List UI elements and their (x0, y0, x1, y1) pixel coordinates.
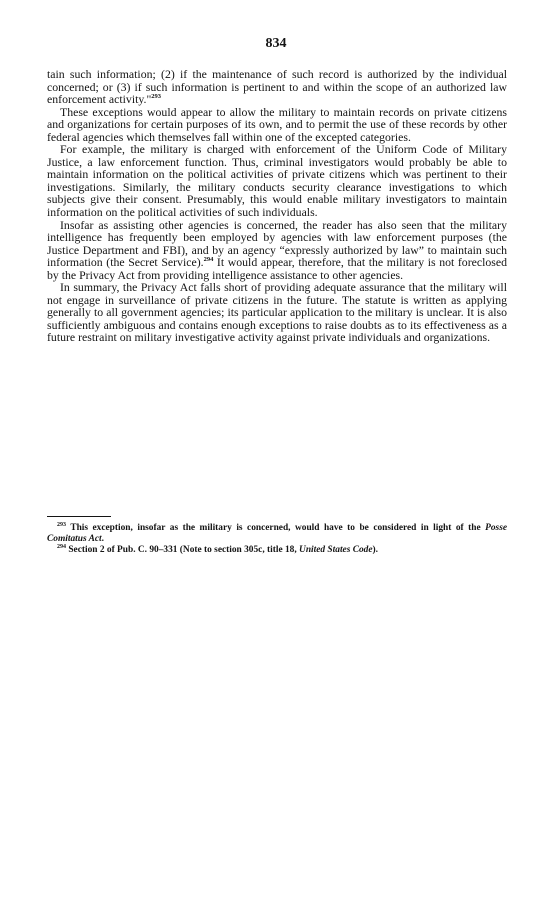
footnote-marker: 293 (57, 522, 66, 528)
footnote-end: ). (372, 545, 378, 555)
footnotes (47, 523, 507, 556)
footnote-text: This exception, insofar as the military is concerned, would have to be considered in light of the (70, 523, 486, 533)
paragraph-3: For example, the military is charged with enforcement of the Uniform Code of Military Justice, a law enforcement function. Thus, criminal investigators would probably be able to maintain information on the political activities of private citizens which was pertinent to their investigations. Similarly, the military conducts security clearance investigations to which subjects give their consent. Presumably, this would enable military investigators to maintain information on the political activities of such individuals. (47, 142, 507, 220)
footnote-divider (47, 516, 111, 517)
footnote-marker: 294 (57, 544, 66, 550)
paragraph-4-text-a: Insofar as assisting other agencies is concerned, the reader has also seen that the military intelligence has frequently been employed by agencies with law enforcement purposes (the Justice Department and FBI), and by an agency “expressly authorized by law” to maintain such information (the Secret Service). (47, 217, 507, 270)
footnote-end: . (101, 534, 104, 544)
paragraph-5: In summary, the Privacy Act falls short of providing adequate assurance that the military will not engage in surveillance of private citizens in the future. The statute is written as applying generally to all government agencies; its particular application to the military is unclear. It is also sufficiently ambiguous and contains enough exceptions to raise doubts as to its effectiveness as a future restraint on military investigative activity against private individuals and organizations. (47, 280, 507, 345)
page-number: 834 (265, 36, 287, 51)
footnote-294 (47, 545, 507, 556)
footnote-italic: United States Code (299, 545, 373, 555)
footnote-ref-294: 294 (203, 256, 214, 264)
footnote-293 (47, 523, 507, 545)
paragraph-1-text: tain such information; (2) if the maintenance of such record is authorized by the individual concerned; or (3) if such information is pertinent to and within the scope of an authorized law enforcement activity." (47, 67, 507, 107)
footnote-italic: Posse Comitatus Act (47, 523, 507, 544)
paragraph-4 (47, 219, 507, 282)
paragraph-1 (47, 68, 507, 106)
body-text (47, 68, 507, 344)
paragraph-2: These exceptions would appear to allow the military to maintain records on private citizens and organizations for certain purposes of its own, and to permit the use of these records by other federal agencies which themselves fall within one of the excepted categories. (47, 104, 507, 144)
footnote-text: Section 2 of Pub. C. 90–331 (Note to section 305c, title 18, (68, 545, 300, 555)
footnote-ref-293: 293 (151, 93, 162, 101)
paragraph-4-text-b: It would appear, therefore, that the military is not foreclosed by the Privacy Act from providing intelligence assistance to other agencies. (47, 255, 507, 282)
